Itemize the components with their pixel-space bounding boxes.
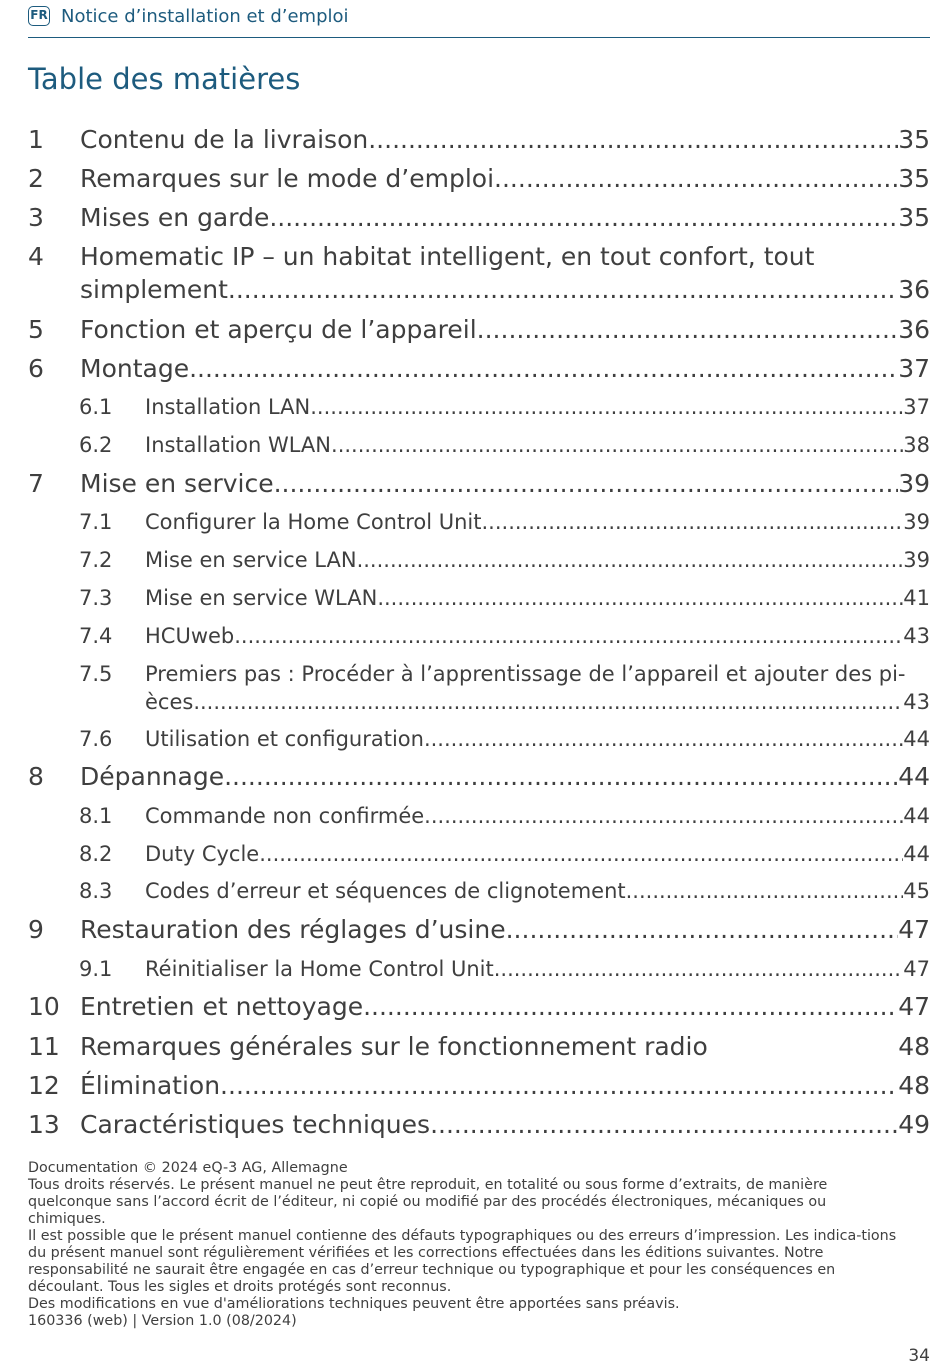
toc-entry-number: 7.4: [79, 624, 113, 648]
toc-entry-label: [80, 1108, 930, 1141]
dot-leader: [363, 990, 898, 1023]
toc-entry-page: 39: [903, 510, 930, 534]
toc-entry-label: [145, 955, 930, 983]
toc-entry-number: 6.2: [79, 433, 113, 457]
toc-entry-title: Mise en service WLAN: [145, 586, 378, 610]
toc-entry-title: HCUweb: [145, 624, 235, 648]
dot-leader: [424, 725, 903, 753]
toc-entry-title: Contenu de la livraison: [80, 125, 369, 154]
dot-leader: [234, 622, 903, 650]
toc-entry-number: 3: [28, 203, 44, 232]
toc-entry-page: 47: [898, 915, 930, 944]
toc-entry-title: Codes d’erreur et séquences de clignotement: [145, 879, 626, 903]
toc-entry-number: 5: [28, 315, 44, 344]
toc-entry-title: Remarques générales sur le fonctionnement radio: [80, 1032, 708, 1061]
dot-leader: [494, 955, 904, 983]
toc-entry-label: [80, 201, 930, 234]
toc-entry-title: Configurer la Home Control Unit: [145, 510, 482, 534]
toc-entry-label: [145, 660, 930, 716]
toc-entry-number: 7.1: [79, 510, 113, 534]
toc-entry-number: 8: [28, 762, 44, 791]
toc-entry-page: 41: [903, 586, 930, 610]
footer-modifications: Des modifications en vue d'améliorations techniques peuvent être apportées sans préavis.: [28, 1296, 680, 1312]
toc-entry-label: [80, 240, 930, 306]
toc-entry-title: Mises en garde: [80, 203, 270, 232]
toc-entry-number: 7.6: [79, 727, 113, 751]
dot-leader: [331, 431, 903, 459]
toc-entry-label: [80, 162, 930, 195]
toc-entry-title: Utilisation et configuration: [145, 727, 424, 751]
toc-entry-page: 36: [898, 275, 930, 304]
toc-entry-page: 43: [903, 690, 930, 714]
toc-entry-label: [145, 431, 930, 459]
toc-entry-title: Installation LAN: [145, 395, 311, 419]
toc-entry-page: 48: [898, 1071, 930, 1100]
toc-entry-label: [145, 877, 930, 905]
dot-leader: [224, 760, 898, 793]
toc-entry-label: [145, 802, 930, 830]
header-title: Notice d’installation et d’emploi: [61, 6, 349, 27]
footer-disclaimer: Il est possible que le présent manuel contienne des défauts typographiques ou des erreurs d’impression. Les indica-tions du présent manuel sont régulièrement vérifiées et les corrections effectuées dans les éditions suivantes. Notre responsabilité ne saurait être engagée en cas d’erreur technique ou typographique et pour les conséquences en découlant. Tous les sigles et droits protégés sont reconnus.: [28, 1228, 897, 1295]
dot-leader: [424, 802, 903, 830]
toc-entry-number: 13: [28, 1110, 60, 1139]
footer-rights: Tous droits réservés. Le présent manuel ne peut être reproduit, en totalité ou sous forme d’extraits, de manière quelconque sans l’accord écrit de l’éditeur, ni copié ou modifié par des procédés électroniques, mécaniques ou chimiques.: [28, 1177, 828, 1227]
dot-leader: [193, 688, 903, 716]
toc-entry-title: Installation WLAN: [145, 433, 332, 457]
toc-entry-title: Fonction et aperçu de l’appareil: [80, 315, 477, 344]
dot-leader: [259, 840, 903, 868]
toc-entry-page: 37: [898, 354, 930, 383]
dot-leader: [228, 273, 898, 306]
toc-entry-page: 45: [903, 879, 930, 903]
toc-entry-label: [80, 352, 930, 385]
toc-entry-title: Remarques sur le mode d’emploi: [80, 164, 495, 193]
toc-entry-number: 8.3: [79, 879, 113, 903]
toc-entry-number: 8.2: [79, 842, 113, 866]
toc-entry-title-line: Premiers pas : Procéder à l’apprentissage de l’appareil et ajouter des pi-: [145, 662, 906, 686]
toc-entry-title: Caractéristiques techniques: [80, 1110, 431, 1139]
toc-entry-number: 7.5: [79, 662, 113, 686]
toc-entry-title: simplement: [80, 275, 228, 304]
toc-entry-number: 8.1: [79, 804, 113, 828]
toc-entry-title: Duty Cycle: [145, 842, 260, 866]
dot-leader: [269, 201, 898, 234]
toc-entry-page: 44: [903, 804, 930, 828]
toc-entry-number: 4: [28, 242, 44, 271]
toc-entry-page: 36: [898, 315, 930, 344]
toc-entry-title: èces: [145, 690, 194, 714]
dot-leader: [506, 913, 899, 946]
dot-leader: [310, 393, 903, 421]
toc-entry-page: 39: [898, 469, 930, 498]
toc-entry-page: 38: [903, 433, 930, 457]
toc-entry-label: [80, 123, 930, 156]
dot-leader: [626, 877, 904, 905]
toc-entry-label: [80, 913, 930, 946]
toc-entry-label: [145, 546, 930, 574]
toc-entry-label: [80, 467, 930, 500]
toc-entry-number: 1: [28, 125, 44, 154]
toc-entry-label: [145, 622, 930, 650]
footer-copyright: Documentation © 2024 eQ-3 AG, Allemagne: [28, 1160, 348, 1176]
dot-leader: [477, 313, 899, 346]
dot-leader: [274, 467, 899, 500]
dot-leader: [482, 508, 904, 536]
toc-entry-label: [145, 840, 930, 868]
toc-entry-title: Commande non confirmée: [145, 804, 425, 828]
toc-entry-label: [80, 990, 930, 1023]
toc-entry-label: [145, 584, 930, 612]
toc-entry-number: 7: [28, 469, 44, 498]
toc-entry-title: Élimination: [80, 1071, 221, 1100]
toc-entry-page: 47: [898, 992, 930, 1021]
toc-entry-title: Réinitialiser la Home Control Unit: [145, 957, 494, 981]
dot-leader: [220, 1069, 898, 1102]
toc-entry-title-line: Homematic IP – un habitat intelligent, en tout confort, tout: [80, 242, 815, 271]
toc-entry-number: 10: [28, 992, 60, 1021]
legal-footer: [28, 1160, 908, 1330]
toc-entry-page: 47: [903, 957, 930, 981]
toc-entry-page: 35: [898, 164, 930, 193]
dot-leader: [494, 162, 898, 195]
toc-entry-number: 7.3: [79, 586, 113, 610]
dot-leader: [189, 352, 898, 385]
toc-entry-number: 2: [28, 164, 44, 193]
dot-leader: [430, 1108, 898, 1141]
toc-entry-number: 7.2: [79, 548, 113, 572]
toc-entry-number: 6.1: [79, 395, 113, 419]
dot-leader: [377, 584, 903, 612]
toc-entry-page: 43: [903, 624, 930, 648]
toc-entry-number: 9.1: [79, 957, 113, 981]
toc-entry-title: Mise en service LAN: [145, 548, 357, 572]
toc-entry-number: 12: [28, 1071, 60, 1100]
toc-entry-title: Dépannage: [80, 762, 225, 791]
toc-entry-number: 9: [28, 915, 44, 944]
toc-entry-page: 37: [903, 395, 930, 419]
toc-entry-label: [145, 508, 930, 536]
toc-entry-title: Mise en service: [80, 469, 274, 498]
toc-entry-page: 44: [903, 727, 930, 751]
toc-entry-page: 48: [898, 1032, 930, 1061]
toc-entry-label: [145, 725, 930, 753]
language-badge: FR: [28, 6, 50, 26]
toc-title: Table des matières: [28, 62, 301, 96]
toc-entry-label: [80, 313, 930, 346]
page-header: [28, 4, 930, 38]
toc-entry-label: [80, 760, 930, 793]
toc-entry-title: Restauration des réglages d’usine: [80, 915, 506, 944]
toc-entry-page: 49: [898, 1110, 930, 1139]
toc-entry-label: [145, 393, 930, 421]
page-number: 34: [908, 1346, 930, 1366]
toc-entry-number: 11: [28, 1032, 60, 1061]
toc-entry-page: 39: [903, 548, 930, 572]
toc-entry-title: Montage: [80, 354, 190, 383]
toc-entry-label: [80, 1069, 930, 1102]
footer-version: 160336 (web) | Version 1.0 (08/2024): [28, 1313, 297, 1329]
dot-leader: [368, 123, 898, 156]
toc-entry-page: 35: [898, 125, 930, 154]
toc-entry-page: 44: [898, 762, 930, 791]
toc-entry-title: Entretien et nettoyage: [80, 992, 364, 1021]
dot-leader: [357, 546, 904, 574]
toc-entry-label: [80, 1030, 930, 1063]
toc-entry-page: 35: [898, 203, 930, 232]
toc-entry-number: 6: [28, 354, 44, 383]
toc-entry-page: 44: [903, 842, 930, 866]
